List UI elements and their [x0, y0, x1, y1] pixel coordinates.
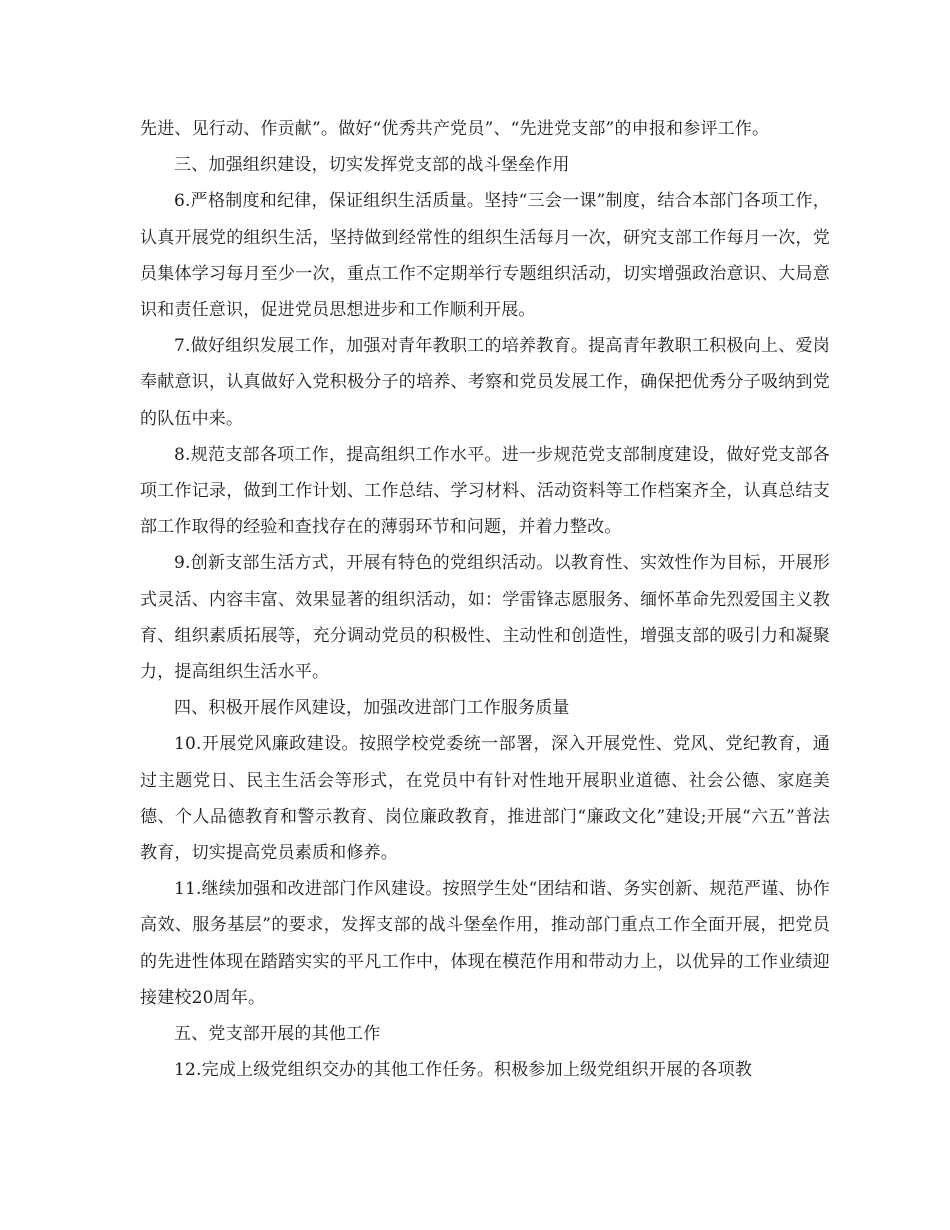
paragraph-item-9: 9.创新支部生活方式，开展有特色的党组织活动。以教育性、实效性作为目标，开展形式灵活、内容丰富、效果显著的组织活动，如：学雷锋志愿服务、缅怀革命先烈爱国主义教育、组织素质拓展等，充分调动党员的积极性、主动性和创造性，增强支部的吸引力和凝聚力，提高组织生活水平。: [140, 553, 830, 683]
paragraph-item-10: 10.开展党风廉政建设。按照学校党委统一部署，深入开展党性、党风、党纪教育，通过主题党日、民主生活会等形式，在党员中有针对性地开展职业道德、社会公德、家庭美德、个人品德教育和警示教育、岗位廉政教育，推进部门“廉政文化”建设;开展“六五”普法教育，切实提高党员素质和修养。: [140, 734, 830, 864]
paragraph-item-11: 11.继续加强和改进部门作风建设。按照学生处“团结和谐、务实创新、规范严谨、协作高效、服务基层”的要求，发挥支部的战斗堡垒作用，推动部门重点工作全面开展，把党员的先进性体现在踏踏实实的平凡工作中，体现在模范作用和带动力上，以优异的工作业绩迎接建校20周年。: [140, 879, 830, 1008]
paragraph-continuation: 先进、见行动、作贡献”。做好“优秀共产党员”、“先进党支部”的申报和参评工作。: [140, 119, 770, 139]
paragraph-item-8: 8.规范支部各项工作，提高组织工作水平。进一步规范党支部制度建设，做好党支部各项工作记录，做到工作计划、工作总结、学习材料、活动资料等工作档案齐全，认真总结支部工作取得的经验和查找存在的薄弱环节和问题，并着力整改。: [140, 444, 830, 538]
paragraph-item-12: 12.完成上级党组织交办的其他工作任务。积极参加上级党组织开展的各项教: [174, 1060, 753, 1081]
paragraph-item-7: 7.做好组织发展工作，加强对青年教职工的培养教育。提高青年教职工积极向上、爱岗奉献意识，认真做好入党积极分子的培养、考察和党员发展工作，确保把优秀分子吸纳到党的队伍中来。: [140, 336, 830, 429]
section-heading-3: 三、加强组织建设，切实发挥党支部的战斗堡垒作用: [174, 155, 570, 176]
section-heading-5: 五、党支部开展的其他工作: [174, 1024, 381, 1045]
paragraph-item-6: 6.严格制度和纪律，保证组织生活质量。坚持“三会一课”制度，结合本部门各项工作，认真开展党的组织生活，坚持做到经常性的组织生活每月一次，研究支部工作每月一次，党员集体学习每月至少一次，重点工作不定期举行专题组织活动，切实增强政治意识、大局意识和责任意识，促进党员思想进步和工作顺利开展。: [140, 191, 830, 321]
section-heading-4: 四、积极开展作风建设，加强改进部门工作服务质量: [174, 698, 570, 719]
document-body: [140, 111, 830, 1088]
